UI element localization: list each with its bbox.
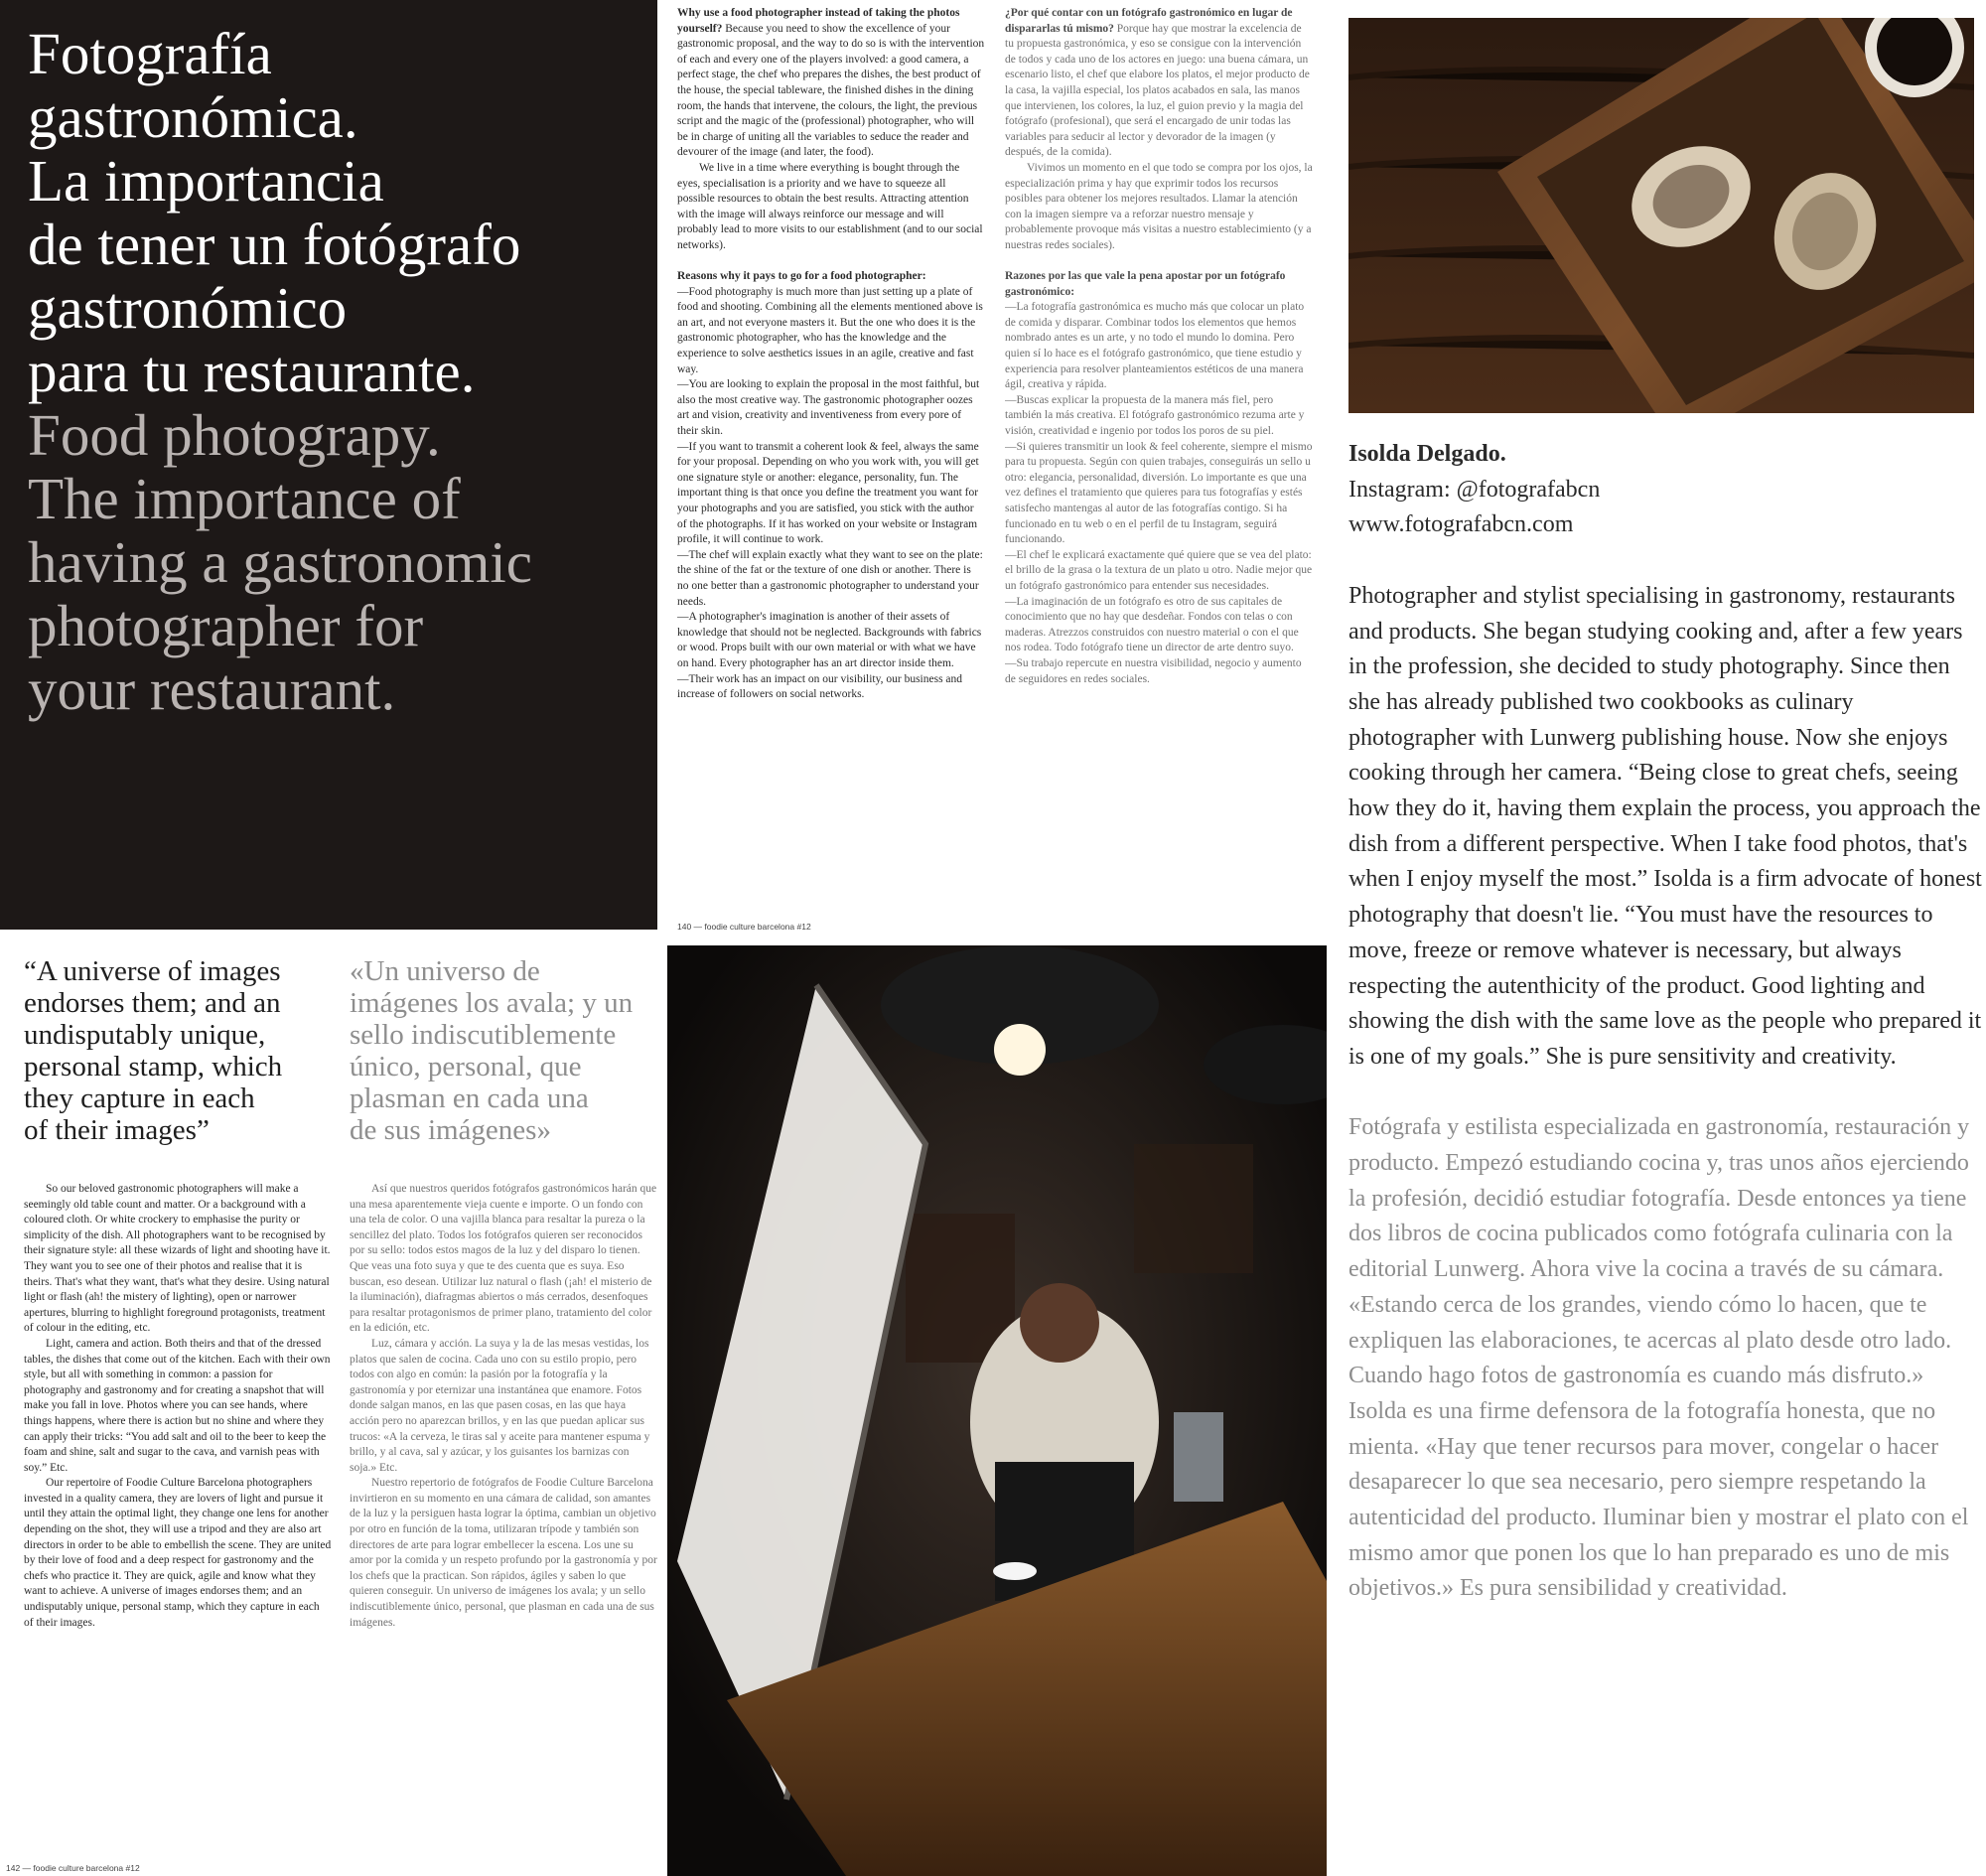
paragraph: Because you need to show the excellence of your gastronomic proposal, and the way to do so is with the intervention of each and every one of the players involved: a good camera, a perfect stage, the chef who prepares the dishes, the best product of the house, the special tableware, the finished dishes in the dining room, the hands that intervene, the colours, the light, the previous script and the magic of the (professional) photographer, who will be in charge of uniting all the variables to seduce the reader and devourer of the image (and later, the food). xyxy=(677,22,985,159)
quote-line: personal stamp, which xyxy=(24,1051,283,1082)
paragraph: Light, camera and action. Both theirs and that of the dressed tables, the dishes that come out of the kitchen. Each with their own style, but all with something in common: a passion for photography and gastronomy and for creating a snapshot that will make you fall in love. Photos where you can see hands, where things happens, where there is action but no shine and where they can apply their tricks: “You add salt and oil to the beer to keep the foam and shine, salt and sugar to the cava, and varnish peas with soy.” Etc. xyxy=(24,1337,331,1474)
paragraph: Así que nuestros queridos fotógrafos gastronómicos harán que una mesa aparentemente vieja cuente e importe. O un fondo con una tela de color. O una vajilla blanca para resaltar la pureza o la sencillez del plato. Todos los fotógrafos quieren ser reconocidos por su sello: todos estos magos de la luz y del disparo lo tienen. Que veas una foto suya y que te des cuenta que es suya. Eso buscan, eso desean. Utilizar luz natural o flash (¡ah! el misterio de la iluminación), diafragmas abiertos o más cerrados, desenfoques para resaltar protagonismos de primer plano, tratamiento del color en la edición, etc. xyxy=(350,1183,657,1335)
list-item: —Su trabajo repercute en nuestra visibilidad, negocio y aumento de seguidores en redes sociales. xyxy=(1005,656,1302,685)
quote-line: undisputably unique, xyxy=(24,1019,266,1051)
paragraph: So our beloved gastronomic photographers will make a seemingly old table count and matter. Or a background with a coloured cloth. Or white crockery to emphasise the purity or simplicity of the dish. All photographers want to be recognised by their signature style: all these wizards of light and shooting have it. They want you to see one of their photos and realise that it is theirs. That's what they want, that's what they desire. Using natural light or flash (ah! the mistery of lighting), open or narrower apertures, blurring to highlight foreground protagonists, treatment of colour in the editing, etc. xyxy=(24,1183,331,1335)
pull-quote-en xyxy=(24,955,332,1146)
list-item: —A photographer's imagination is another of their assets of knowledge that should not be neglected. Backgrounds with fabrics or wood. Props built with our own material or with what we have on hand. Every photographer has an art director inside them. xyxy=(677,611,982,669)
list-item: —Food photography is much more than just setting up a plate of food and shooting. Combining all the elements mentioned above is an art, and not everyone masters it. But the one who does it is the gastronomic photographer, who has the knowledge and the experience to solve aesthetics issues in an agile, creative and fast way. xyxy=(677,285,983,375)
title-es-line: gastronómico xyxy=(28,275,348,341)
quote-line: imágenes los avala; y un xyxy=(350,987,634,1019)
title-es-line: gastronómica. xyxy=(28,84,358,150)
paragraph: We live in a time where everything is bought through the eyes, specialisation is a priority and we have to squeeze all possible resources to obtain the best results. Attracting attention with the image will always reinforce our message and will probably lead to more visits to our establishment (and to our social networks). xyxy=(677,161,983,251)
section-heading: Why use a food photographer instead of taking the photos yourself? xyxy=(677,7,960,35)
folio: 140 — foodie culture barcelona #12 xyxy=(677,922,811,932)
chef-photo-illustration xyxy=(667,945,1327,1876)
oyster-photo-illustration xyxy=(1348,18,1974,413)
paragraph: Porque hay que mostrar la excelencia de tu propuesta gastronómica, y eso se consigue con la intervención de todos y cada uno de los actores en juego: una buena cámara, un escenario listo, el chef que elabore los platos, el mejor producto de la casa, la vajilla especial, los platos acabados en sala, las manos que intervienen, los colores, la luz, el guion previo y la magia del fotógrafo (profesional), que será el encargado de unir todas las variables para seducir al lector y devorador de la imagen (y después, de la comida). xyxy=(1005,22,1310,159)
list-item: —La fotografía gastronómica es mucho más que colocar un plato de comida y disparar. Combinar todos los elementos que hemos nombrado antes es un arte, y no todo el mundo lo domina. Pero quien sí lo hace es el fotógrafo gastronómico, que tiene estudio y experiencia para resolver planteamientos estéticos de una manera ágil, creativa y rápida. xyxy=(1005,301,1305,391)
article-column-es-bottom xyxy=(350,1182,657,1798)
quote-line: of their images” xyxy=(24,1114,210,1146)
bio-en: Photographer and stylist specialising in gastronomy, restaurants and products. She began studying cooking and, after a few years in the profession, she decided to study photography. Since then she has already published two cookbooks as culinary photographer with Lunwerg publishing house. Now she enjoys cooking through her camera. “Being close to great chefs, seeing how they do it, having them explain the process, you approach the dish from a different perspective. When I take food photos, that's when I enjoy myself the most.” Isolda is a firm advocate of honest photography that doesn't lie. “You must have the resources to move, freeze or remove whatever is necessary, but always respecting the autenthicity of the product. Good lighting and showing the dish with the same love as the people who prepared it is one of my goals.” She is pure sensitivity and creativity. xyxy=(1348,582,1982,1070)
list-item: —You are looking to explain the proposal in the most faithful, but also the most creative way. The gastronomic photographer oozes art and vision, creativity and inventiveness from every pore of their skin. xyxy=(677,378,980,438)
title-en-line: having a gastronomic xyxy=(28,529,532,595)
article-column-en-top xyxy=(677,6,985,900)
oyster-photo xyxy=(1348,18,1974,413)
bio-es: Fotógrafa y estilista especializada en gastronomía, restauración y producto. Empezó estudiando cocina y, tras unos años ejerciendo la profesión, decidió estudiar fotografía. Desde entonces ya tiene dos libros de cocina publicados como fotógrafa culinaria con la editorial Lunwerg. Ahora vive la cocina a través de su cámara. «Estando cerca de los grandes, viendo cómo lo hacen, que te expliquen las elaboraciones, te acercas al plato desde otro lado. Cuando hago fotos de gastronomía es cuando más disfruto.» Isolda es una firme defensora de la fotografía honesta, que no mienta. «Hay que tener recursos para mover, congelar o hacer desaparecer lo que sea necesario, pero siempre respetando la autenticidad del producto. Iluminar bien y mostrar el plato con el mismo amor que ponen los que lo han preparado es uno de mis objetivos.» Es pura sensibilidad y creatividad. xyxy=(1348,1114,1970,1602)
chef-photo xyxy=(667,945,1327,1876)
title-block xyxy=(0,0,657,930)
photographer-bio xyxy=(1348,437,1984,1607)
website: www.fotografabcn.com xyxy=(1348,511,1574,538)
section-heading: Razones por las que vale la pena apostar por un fotógrafo gastronómico: xyxy=(1005,270,1286,298)
title-es-line: Fotografía xyxy=(28,21,272,86)
photographer-name: Isolda Delgado. xyxy=(1348,441,1506,467)
quote-line: único, personal, que xyxy=(350,1051,582,1082)
list-item: —Si quieres transmitir un look & feel coherente, siempre el mismo para tu propuesta. Según con quien trabajes, conseguirás un sello u otro: elegancia, personalidad, diversión. Lo importante es que una vez defines el tratamiento que quieres para tus fotografías y estés satisfecho mantengas al autor de las fotografías contigo. Si ha funcionado en tu web o en el perfil de tu Instagram, seguirá funcionando. xyxy=(1005,440,1313,546)
section-heading: ¿Por qué contar con un fotógrafo gastronómico en lugar de dispararlas tú mismo? xyxy=(1005,7,1293,35)
list-item: —The chef will explain exactly what they want to see on the plate: the shine of the fat or the texture of one dish or another. There is no one better than a gastronomic photographer to understand your needs. xyxy=(677,548,983,608)
quote-line: de sus imágenes» xyxy=(350,1114,551,1146)
title-es-line: de tener un fotógrafo xyxy=(28,212,521,277)
pull-quote-es xyxy=(350,955,657,1146)
paragraph: Luz, cámara y acción. La suya y la de las mesas vestidas, los platos que salen de cocina. Cada uno con su estilo propio, pero todos con algo en común: la pasión por la fotografía y la gastronomía y por eternizar una instantánea que enamore. Fotos donde salgan manos, en las que pasen cosas, en las que haya acción pero no aparezcan brillos, y en las que puedan aplicar sus trucos: «A la cerveza, le tiras sal y aceite para mantener espuma y brillo, y al cava, sal y azúcar, y los guisantes los barnizas con soja.» Etc. xyxy=(350,1337,650,1474)
section-heading: Reasons why it pays to go for a food photographer: xyxy=(677,270,926,283)
title-en-line: photographer for xyxy=(28,593,424,658)
quote-line: endorses them; and an xyxy=(24,987,281,1019)
paragraph: Vivimos un momento en el que todo se compra por los ojos, la especialización prima y hay que exprimir todos los recursos posibles para obtener los mejores resultados. Llamar la atención con la imagen siempre va a reforzar nuestro mensaje y probablemente provoque más visitas a nuestro establecimiento (y a nuestras redes sociales). xyxy=(1005,161,1313,251)
paragraph: Our repertoire of Foodie Culture Barcelona photographers invested in a quality camera, they are lovers of light and pursue it until they attain the optimal light, they change one lens for another depending on the shot, they will use a tripod and they are also art directors in order to be able to embellish the scene. They are united by their love of food and a deep respect for gastronomy and the chefs who practice it. They are quick, agile and know what they want to achieve. A universe of images endorses them; and an undisputably unique, personal stamp, which they capture in each of their images. xyxy=(24,1477,332,1629)
quote-line: “A universe of images xyxy=(24,955,281,987)
quote-line: sello indiscutiblemente xyxy=(350,1019,617,1051)
list-item: —If you want to transmit a coherent look & feel, always the same for your proposal. Depending on who you work with, you will get one signature style or another: elegance, personality, fun. The important thing is that once you define the treatment you want for your photographs and you are satisfied, you stick with the author of the photographs. If it has worked on your website or Instagram profile, it will continue to work. xyxy=(677,440,979,546)
title-en-line: your restaurant. xyxy=(28,656,396,722)
list-item: —El chef le explicará exactamente qué quiere que se vea del plato: el brillo de la grasa o la textura de un plato u otro. Nadie mejor que un fotógrafo gastronómico para entender sus necesidades. xyxy=(1005,548,1313,592)
title-es-line: para tu restaurante. xyxy=(28,339,476,404)
title-en-line: Food photograpy. xyxy=(28,402,441,468)
list-item: —Their work has an impact on our visibility, our business and increase of followers on social networks. xyxy=(677,672,963,701)
list-item: —Buscas explicar la propuesta de la manera más fiel, pero también la más creativa. El fotógrafo gastronómico rezuma arte y visión, creatividad e ingenio por todos los poros de su piel. xyxy=(1005,393,1305,438)
folio: 142 — foodie culture barcelona #12 xyxy=(6,1863,140,1873)
article-column-en-bottom xyxy=(24,1182,332,1798)
title-es-line: La importancia xyxy=(28,148,384,214)
article-column-es-top xyxy=(1005,6,1313,900)
quote-line: they capture in each xyxy=(24,1082,255,1114)
title-en-line: The importance of xyxy=(28,466,461,531)
instagram-handle: Instagram: @fotografabcn xyxy=(1348,476,1601,503)
quote-line: plasman en cada una xyxy=(350,1082,589,1114)
list-item: —La imaginación de un fotógrafo es otro de sus capitales de conocimiento que no hay que desdeñar. Fondos con telas o con maderas. Atrezzos construidos con nuestro material o con el que nos rodea. Todo fotógrafo tiene un director de arte dentro suyo. xyxy=(1005,595,1299,654)
paragraph: Nuestro repertorio de fotógrafos de Foodie Culture Barcelona invirtieron en su momento en una cámara de calidad, son amantes de la luz y la persiguen hasta lograr la óptima, cambian un objetivo por otro en función de la toma, utilizaran trípode y también son directores de arte para lograr embellecer la escena. Los une su amor por la comida y un respeto profundo por la gastronomía y por los chefs que la practican. Son rápidos, ágiles y saben lo que quieren conseguir. Un universo de imágenes los avala; y un sello indiscutiblemente único, personal, que plasman en cada una de sus imágenes. xyxy=(350,1477,657,1629)
quote-line: «Un universo de xyxy=(350,955,540,987)
